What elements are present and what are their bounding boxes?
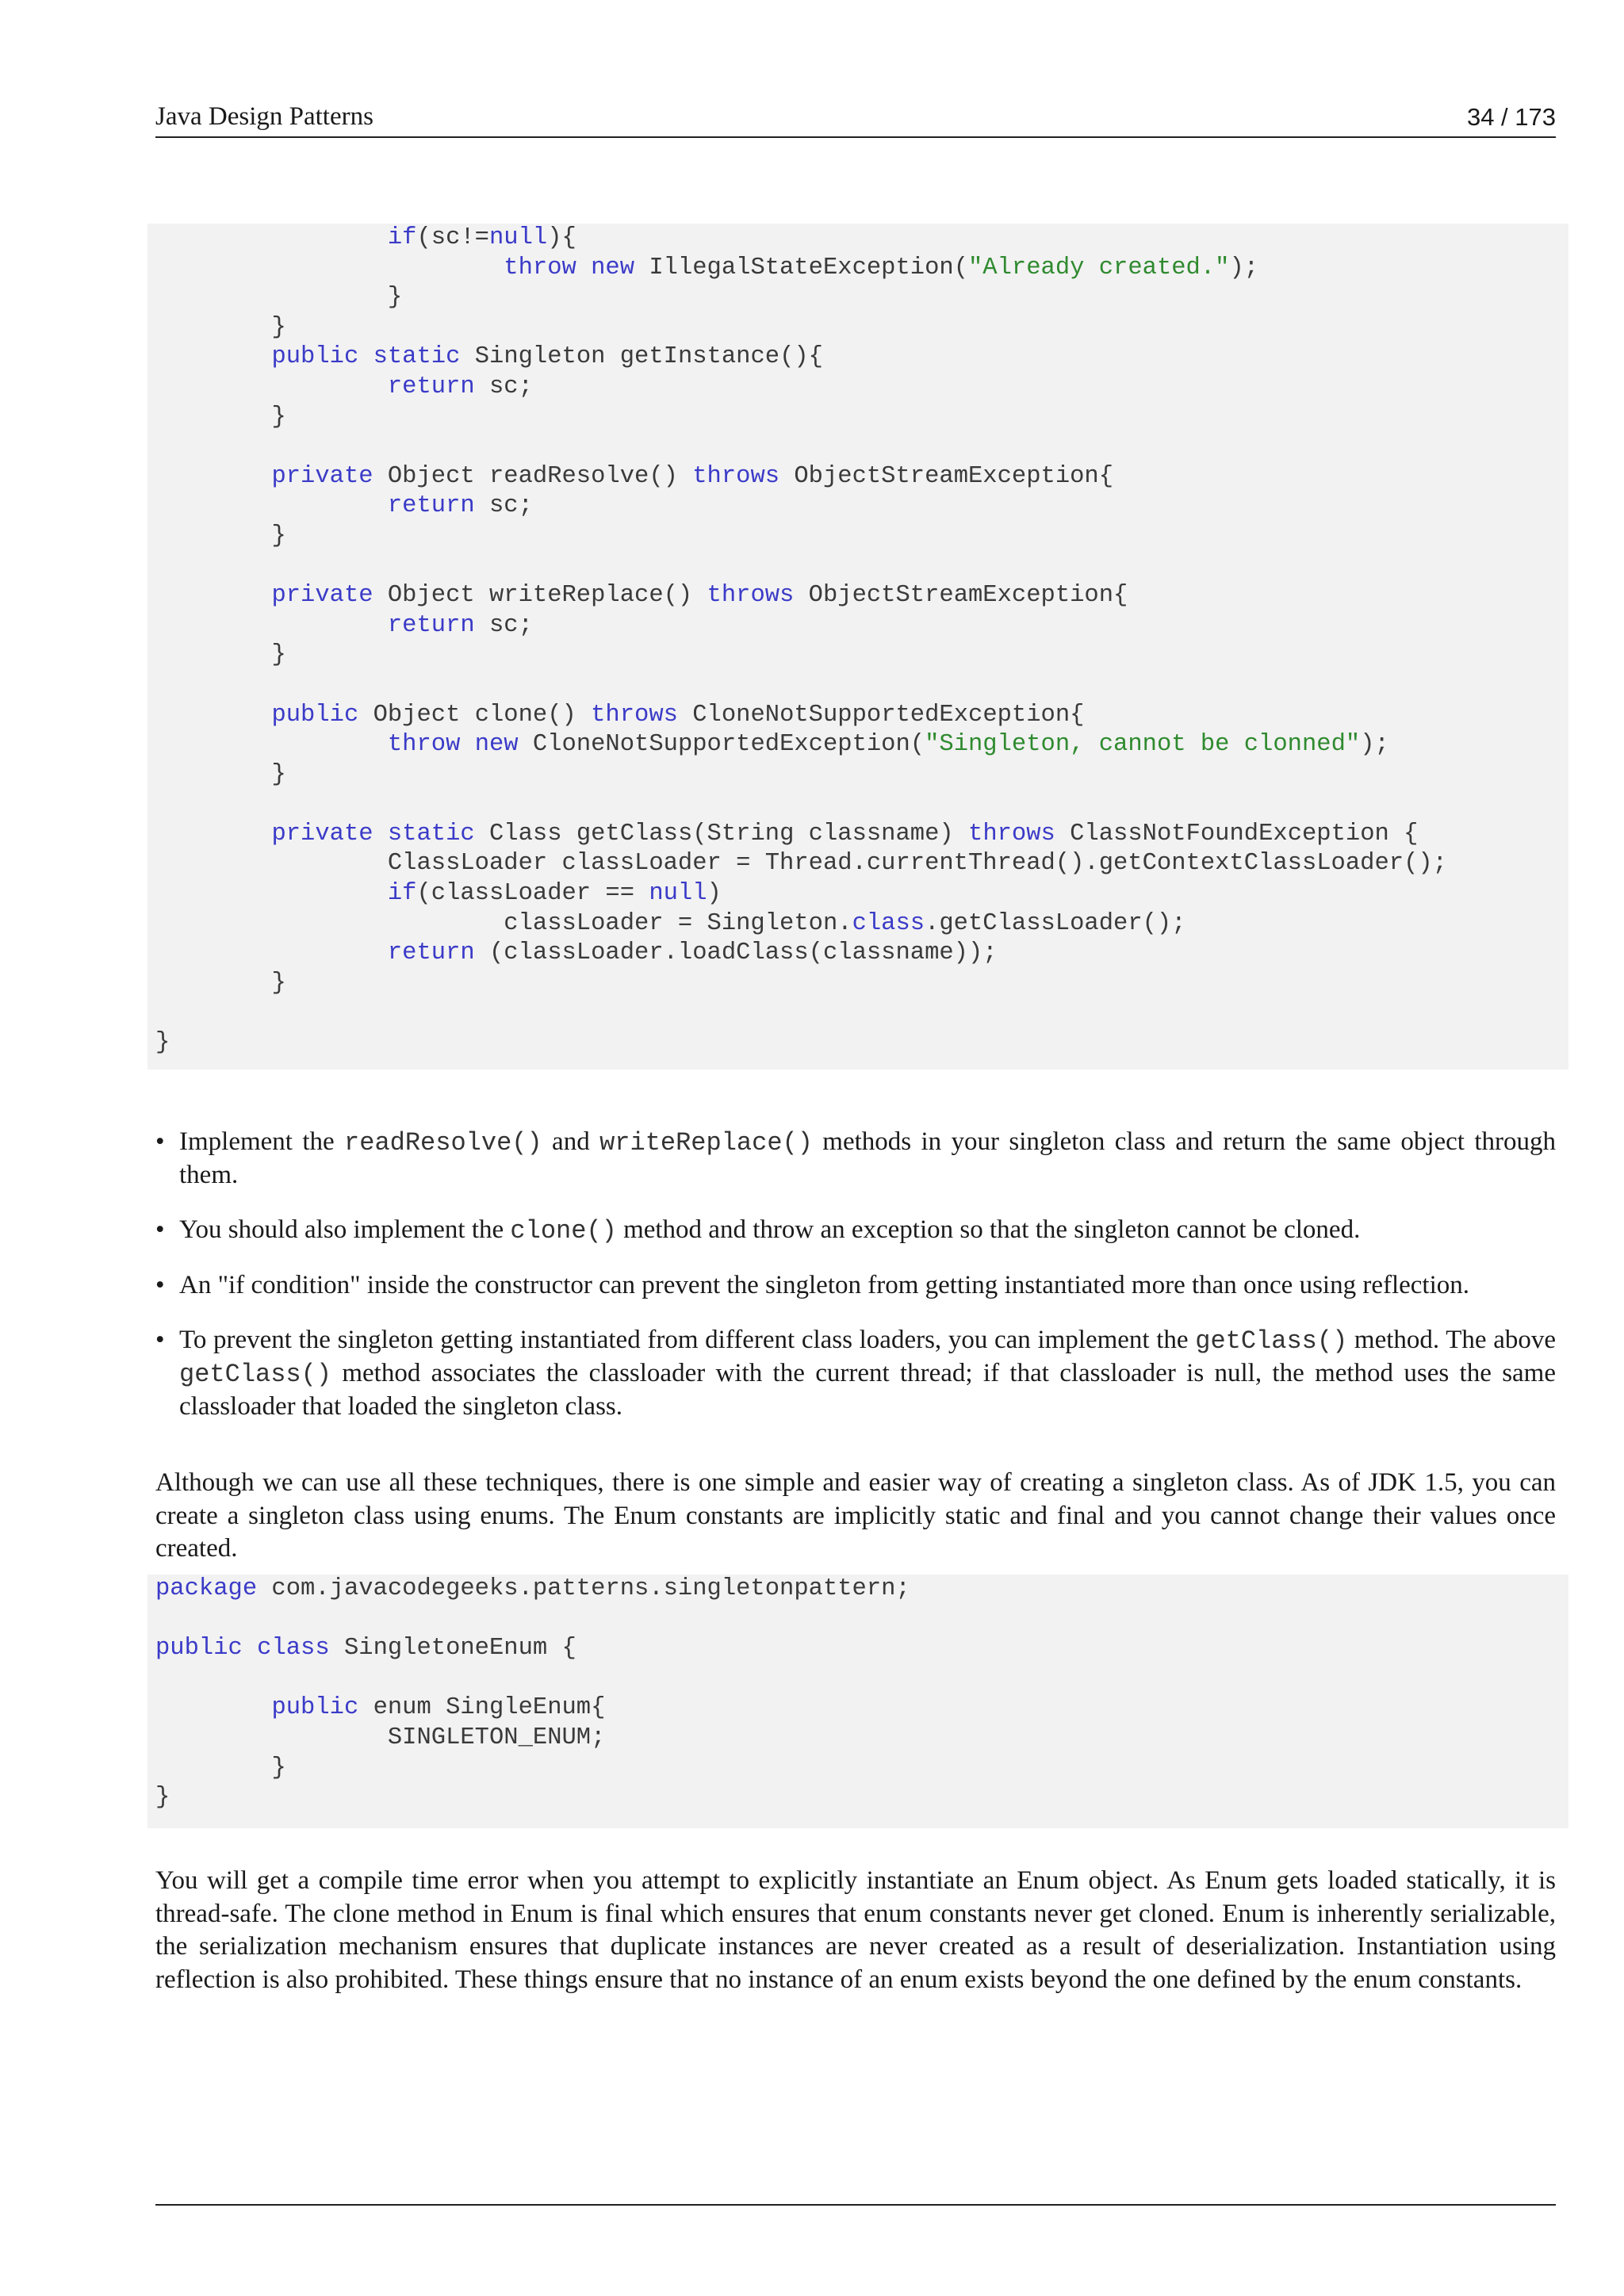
code-keyword: throws: [707, 582, 795, 610]
bullet-list: [155, 1126, 1556, 1445]
code-text: Object writeReplace(): [373, 582, 707, 610]
document-title: Java Design Patterns: [155, 102, 373, 131]
code-line: [155, 1575, 1568, 1605]
code-line: [155, 701, 1568, 731]
code-text: [373, 821, 388, 848]
code-line: [155, 1664, 1568, 1694]
code-text: }: [155, 1754, 286, 1781]
code-keyword: null: [488, 224, 548, 251]
inline-code: getClass(): [1195, 1326, 1348, 1356]
bullet-item: [155, 1214, 1556, 1247]
code-string: "Already created.": [968, 254, 1230, 281]
page-number: 34 / 173: [1466, 103, 1556, 131]
bullet-text: method and throw an exception so that the singleton cannot be cloned.: [616, 1215, 1361, 1244]
code-text: sc;: [474, 373, 533, 400]
code-keyword: class: [257, 1635, 330, 1663]
code-text: enum SingleEnum{: [358, 1694, 606, 1722]
code-text: [155, 731, 388, 758]
code-keyword: throws: [692, 462, 780, 490]
inline-code: getClass(): [179, 1360, 332, 1389]
code-text: }: [155, 1784, 170, 1812]
bullet-item: [155, 1269, 1556, 1302]
code-line: [155, 432, 1568, 462]
code-text: ClassLoader classLoader = Thread.currentThread().getContextClassLoader();: [155, 850, 1447, 878]
bullet-text: method associates the classloader with the current thread; if that classloader is null, the method uses the same classloader that loaded the singleton class.: [179, 1359, 1556, 1421]
code-text: [155, 582, 271, 609]
bullet-text: method. The above: [1347, 1326, 1556, 1354]
code-line: [155, 373, 1568, 403]
paragraph-enum-properties: You will get a compile time error when you attempt to explicitly instantiate an Enum object. As Enum gets loaded statically, it is thread-safe. The clone method in Enum is final which ensures that enum constants never get cloned. Enum is inherently serializable, the serialization mechanism ensures that duplicate instances are never created as a result of deserialization. Instantiation using reflection is also prohibited. These things ensure that no instance of an enum exists beyond the one defined by the enum constants.: [155, 1866, 1556, 1994]
code-line: [155, 969, 1568, 999]
code-text: ){: [547, 224, 576, 251]
code-text: .getClassLoader();: [925, 909, 1186, 937]
bullet-text: Implement the: [179, 1127, 345, 1156]
code-keyword: new: [474, 731, 519, 759]
code-text: [155, 492, 388, 519]
code-text: [155, 939, 388, 966]
code-text: [155, 1694, 271, 1721]
code-line: [155, 1754, 1568, 1784]
code-text: ObjectStreamException{: [779, 462, 1114, 490]
code-line: [155, 581, 1568, 611]
code-text: }: [155, 1029, 170, 1057]
code-line: [155, 462, 1568, 492]
code-keyword: throws: [968, 820, 1055, 848]
code-text: [155, 254, 504, 281]
code-line: [155, 939, 1568, 969]
code-text: classLoader = Singleton.: [155, 909, 852, 937]
code-text: }: [155, 403, 286, 430]
code-keyword: throw: [504, 254, 576, 281]
code-text: [155, 821, 271, 848]
code-line: [155, 849, 1568, 879]
code-line: [155, 313, 1568, 343]
inline-code: writeReplace(): [599, 1128, 813, 1158]
code-keyword: throw: [387, 731, 461, 759]
code-block-singleton-methods: [147, 224, 1568, 1070]
code-text: [358, 343, 373, 370]
code-text: IllegalStateException(: [634, 254, 968, 281]
code-line: [155, 254, 1568, 284]
code-line: [155, 1028, 1568, 1058]
code-line: [155, 224, 1568, 254]
code-text: [155, 224, 388, 251]
code-line: [155, 1783, 1568, 1813]
code-line: [155, 998, 1568, 1028]
code-text: CloneNotSupportedException(: [518, 731, 925, 759]
bullet-text: An "if condition" inside the constructor can prevent the singleton from getting instantiated more than once using reflection.: [179, 1271, 1470, 1299]
code-text: Class getClass(String classname): [474, 820, 969, 848]
code-text: ObjectStreamException{: [794, 582, 1128, 610]
code-text: (classLoader ==: [416, 880, 649, 908]
code-keyword: package: [155, 1575, 258, 1602]
code-keyword: if: [387, 880, 417, 908]
code-line: [155, 1693, 1568, 1724]
code-line: [155, 760, 1568, 790]
code-text: sc;: [474, 611, 533, 639]
code-keyword: class: [852, 909, 925, 937]
code-text: }: [155, 641, 286, 669]
code-line: [155, 671, 1568, 701]
code-text: [155, 463, 271, 490]
code-text: }: [155, 969, 286, 997]
code-text: }: [155, 760, 286, 788]
code-keyword: new: [591, 254, 635, 281]
code-text: [155, 612, 388, 639]
code-line: [155, 552, 1568, 582]
code-text: ): [707, 880, 722, 908]
code-text: CloneNotSupportedException{: [677, 701, 1085, 729]
code-string: "Singleton, cannot be clonned": [925, 731, 1361, 759]
code-keyword: if: [387, 224, 417, 251]
code-block-singleton-enum: [147, 1575, 1568, 1828]
code-text: [155, 373, 388, 400]
code-keyword: private: [271, 820, 373, 848]
code-keyword: null: [649, 880, 707, 908]
code-text: [460, 731, 474, 758]
code-text: [155, 343, 271, 370]
code-line: [155, 403, 1568, 433]
code-line: [155, 1634, 1568, 1664]
code-text: [243, 1635, 257, 1662]
code-keyword: return: [387, 373, 475, 400]
bullet-text: methods in your singleton class and return the same object through them.: [179, 1127, 1556, 1189]
code-keyword: return: [387, 939, 475, 967]
code-text: }: [155, 284, 403, 312]
code-text: com.javacodegeeks.patterns.singletonpattern;: [257, 1575, 910, 1602]
code-line: [155, 611, 1568, 641]
code-keyword: public: [271, 1694, 359, 1722]
code-line: [155, 909, 1568, 939]
code-text: SINGLETON_ENUM;: [155, 1724, 606, 1751]
code-keyword: return: [387, 492, 475, 520]
code-text: (classLoader.loadClass(classname));: [474, 939, 998, 967]
bullet-item: [155, 1126, 1556, 1192]
code-keyword: return: [387, 611, 475, 639]
code-keyword: private: [271, 462, 373, 490]
page-header: [155, 92, 1556, 138]
bullet-text: and: [542, 1127, 600, 1156]
code-line: [155, 879, 1568, 909]
code-text: sc;: [474, 492, 533, 520]
code-line: [155, 492, 1568, 522]
footer-rule: [155, 2204, 1556, 2206]
code-text: }: [155, 313, 286, 341]
code-text: [576, 254, 591, 281]
bullet-text: To prevent the singleton getting instantiated from different class loaders, you can implement the: [179, 1326, 1196, 1354]
code-keyword: public: [271, 701, 359, 729]
code-text: [155, 880, 388, 907]
code-text: );: [1229, 254, 1259, 281]
code-line: [155, 730, 1568, 760]
code-line: [155, 283, 1568, 313]
code-line: [155, 820, 1568, 850]
code-keyword: private: [271, 582, 373, 610]
code-line: [155, 1605, 1568, 1635]
code-text: }: [155, 522, 286, 549]
bullet-item: [155, 1324, 1556, 1423]
code-keyword: public: [271, 343, 359, 371]
code-text: Singleton getInstance(){: [460, 343, 823, 371]
code-keyword: static: [373, 343, 461, 371]
code-text: ClassNotFoundException {: [1055, 820, 1419, 848]
code-line: [155, 522, 1568, 552]
code-keyword: throws: [591, 701, 678, 729]
code-text: [155, 702, 271, 729]
code-line: [155, 342, 1568, 373]
code-text: );: [1360, 731, 1389, 759]
code-text: Object clone(): [358, 701, 592, 729]
code-text: Object readResolve(): [373, 462, 693, 490]
code-line: [155, 641, 1568, 671]
inline-code: clone(): [510, 1216, 617, 1246]
bullet-text: You should also implement the: [179, 1215, 511, 1244]
code-line: [155, 790, 1568, 820]
code-text: SingletoneEnum {: [329, 1635, 576, 1663]
code-line: [155, 1724, 1568, 1754]
code-keyword: public: [155, 1635, 243, 1663]
code-text: (sc!=: [416, 224, 489, 251]
inline-code: readResolve(): [344, 1128, 542, 1158]
code-keyword: static: [387, 820, 475, 848]
paragraph-enum-intro: Although we can use all these techniques, there is one simple and easier way of creating a singleton class. As of JDK 1.5, you can create a singleton class using enums. The Enum constants are implicitly static and final and you cannot change their values once created.: [155, 1468, 1556, 1563]
